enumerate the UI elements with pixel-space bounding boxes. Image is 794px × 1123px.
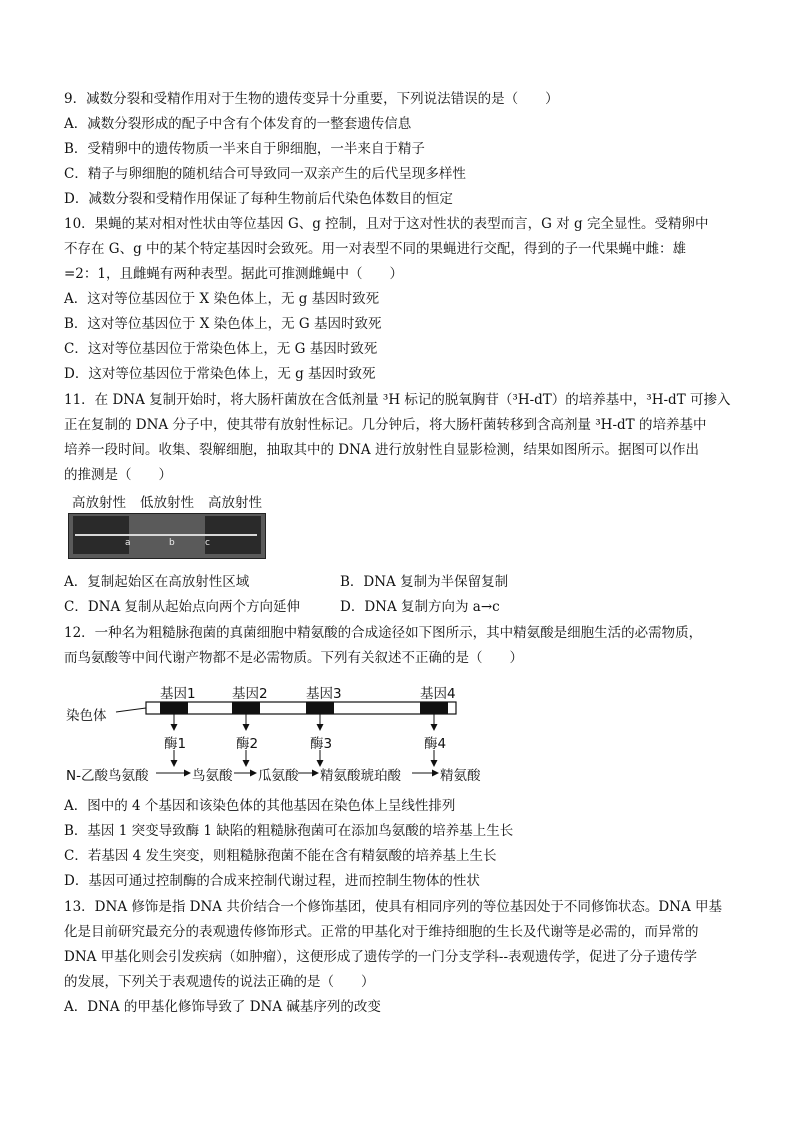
chromosome-pointer	[116, 708, 146, 712]
enzyme-1-label: 酶1	[164, 736, 187, 752]
q11-option-b: B．DNA 复制为半保留复制	[340, 574, 509, 590]
q9-stem: 9．减数分裂和受精作用对于生物的遗传变异十分重要，下列说法错误的是（ ）	[64, 91, 559, 107]
label-low-radioactivity: 低放射性	[140, 495, 194, 511]
q12-option-a: A．图中的 4 个基因和该染色体的其他基因在染色体上呈线性排列	[64, 798, 456, 814]
q12-option-d: D．基因可通过控制酶的合成来控制代谢过程，进而控制生物体的性状	[64, 873, 480, 889]
substance-n-acetylornithine: N-乙酸鸟氨酸	[66, 768, 149, 784]
enzyme-2-label: 酶2	[236, 736, 259, 752]
q11-stem-line-3: 培养一段时间。收集、裂解细胞，抽取其中的 DNA 进行放射性自显影检测，结果如图所示。据图可以作出	[64, 442, 699, 458]
gene-2-block	[232, 702, 260, 714]
gene-1-block	[160, 702, 188, 714]
gene-2-label: 基因2	[232, 686, 268, 702]
gene-3-block	[306, 702, 334, 714]
q10-option-c: C．这对等位基因位于常染色体上，无 G 基因时致死	[64, 341, 378, 357]
point-a: a	[125, 538, 131, 548]
q13-stem-line-3: DNA 甲基化则会引发疾病（如肿瘤），这便形成了遗传学的一门分支学科--表观遗传学，促进了分子遗传学	[64, 949, 698, 965]
q11-option-c: C．DNA 复制从起始点向两个方向延伸	[64, 599, 301, 615]
q10-option-b: B．这对等位基因位于 X 染色体上，无 G 基因时致死	[64, 316, 382, 332]
q9-option-c: C．精子与卵细胞的随机结合可导致同一双亲产生的后代呈现多样性	[64, 166, 466, 182]
point-b: b	[169, 538, 175, 548]
q13-stem-line-2: 化是目前研究最充分的表观遗传修饰形式。正常的甲基化对于维持细胞的生长及代谢等是必需的，而异常的	[64, 924, 699, 940]
q12-stem-line-1: 12．一种名为粗糙脉孢菌的真菌细胞中精氨酸的合成途径如下图所示，其中精氨酸是细胞生活的必需物质，	[64, 625, 703, 641]
substance-arginine: 精氨酸	[440, 768, 481, 784]
q12-stem-line-2: 而鸟氨酸等中间代谢产物都不是必需物质。下列有关叙述不正确的是（ ）	[64, 650, 523, 666]
q9-option-a: A．减数分裂形成的配子中含有个体发育的一整套遗传信息	[64, 116, 412, 132]
dna-track	[75, 534, 257, 536]
autoradiograph-strip	[68, 513, 266, 559]
q10-option-d: D．这对等位基因位于常染色体上，无 g 基因时致死	[64, 366, 376, 382]
enzyme-4-label: 酶4	[424, 736, 447, 752]
chromosome-bar	[146, 702, 456, 714]
chromosome-label: 染色体	[66, 708, 107, 724]
q13-stem-line-4: 的发展，下列关于表观遗传的说法正确的是（ ）	[64, 974, 375, 990]
q9-option-d: D．减数分裂和受精作用保证了每种生物前后代染色体数目的恒定	[64, 191, 453, 207]
label-high-radioactivity-left: 高放射性	[72, 495, 126, 511]
label-high-radioactivity-right: 高放射性	[208, 495, 262, 511]
q10-stem-line-3: =2：1，且雌蝇有两种表型。据此可推测雌蝇中（ ）	[64, 266, 403, 282]
substance-argininosuccinate: 精氨酸琥珀酸	[320, 768, 401, 784]
q11-stem-line-1: 11．在 DNA 复制开始时，将大肠杆菌放在含低剂量 ³H 标记的脱氧胸苷（³H-dT）的培养基中，³H-dT 可掺入	[64, 392, 731, 408]
q9-option-b: B．受精卵中的遗传物质一半来自于卵细胞，一半来自于精子	[64, 141, 425, 157]
substance-citrulline: 瓜氨酸	[258, 768, 299, 784]
point-c: c	[205, 538, 210, 548]
q10-stem-line-1: 10．果蝇的某对相对性状由等位基因 G、g 控制，且对于这对性状的表型而言，G 对 g 完全显性。受精卵中	[64, 216, 709, 232]
q13-option-a: A．DNA 的甲基化修饰导致了 DNA 碱基序列的改变	[64, 999, 381, 1015]
gene-4-label: 基因4	[420, 686, 456, 702]
q10-option-a: A．这对等位基因位于 X 染色体上，无 g 基因时致死	[64, 291, 380, 307]
autoradiograph-figure	[68, 491, 264, 565]
gene-4-block	[420, 702, 448, 714]
enzyme-3-label: 酶3	[310, 736, 333, 752]
gene-3-label: 基因3	[306, 686, 342, 702]
q13-stem-line-1: 13．DNA 修饰是指 DNA 共价结合一个修饰基团，使具有相同序列的等位基因处于不同修饰状态。DNA 甲基	[64, 899, 722, 915]
q12-option-c: C．若基因 4 发生突变，则粗糙脉孢菌不能在含有精氨酸的培养基上生长	[64, 848, 497, 864]
arginine-pathway-figure	[66, 680, 486, 790]
q10-stem-line-2: 不存在 G、g 中的某个特定基因时会致死。用一对表型不同的果蝇进行交配，得到的子一代果蝇中雌：雄	[64, 241, 687, 257]
q11-stem-line-4: 的推测是（ ）	[64, 467, 172, 483]
q11-option-d: D．DNA 复制方向为 a→c	[340, 599, 500, 615]
substance-ornithine: 鸟氨酸	[192, 768, 233, 784]
q11-stem-line-2: 正在复制的 DNA 分子中，使其带有放射性标记。几分钟后，将大肠杆菌转移到含高剂量 ³H-dT 的培养基中	[64, 417, 707, 433]
q12-option-b: B．基因 1 突变导致酶 1 缺陷的粗糙脉孢菌可在添加鸟氨酸的培养基上生长	[64, 823, 514, 839]
gene-1-label: 基因1	[160, 686, 196, 702]
q11-option-a: A．复制起始区在高放射性区域	[64, 574, 250, 590]
